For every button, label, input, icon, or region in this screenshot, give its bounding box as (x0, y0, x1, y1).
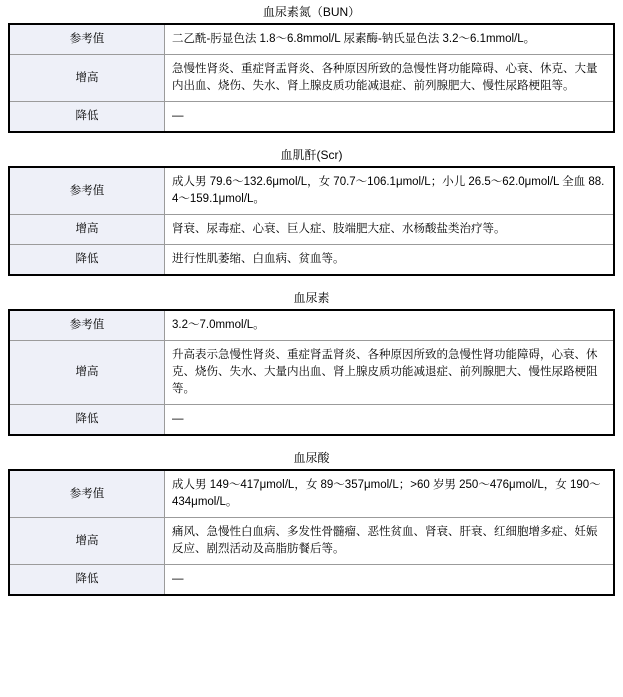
row-value: 急慢性肾炎、重症肾盂肾炎、各种原因所致的急慢性肾功能障碍、心衰、休克、大量内出血、烧伤、失水、肾上腺皮质功能减退症、前列腺肥大、慢性尿路梗阻等。 (165, 55, 615, 102)
table-row (9, 245, 614, 276)
table-row (9, 24, 614, 55)
row-value: — (165, 405, 615, 436)
row-label: 降低 (9, 565, 165, 596)
row-value: 进行性肌萎缩、白血病、贫血等。 (165, 245, 615, 276)
table-row (9, 470, 614, 518)
table-row (9, 310, 614, 341)
reference-table (8, 469, 615, 596)
row-label: 降低 (9, 102, 165, 133)
table-row (9, 102, 614, 133)
row-value: 3.2～7.0mmol/L。 (165, 310, 615, 341)
row-label: 降低 (9, 245, 165, 276)
reference-table (8, 166, 615, 276)
reference-table (8, 309, 615, 436)
row-label: 增高 (9, 518, 165, 565)
row-value: 肾衰、尿毒症、心衰、巨人症、肢端肥大症、水杨酸盐类治疗等。 (165, 215, 615, 245)
row-value: 痛风、急慢性白血病、多发性骨髓瘤、恶性贫血、肾衰、肝衰、红细胞增多症、妊娠反应、剧烈活动及高脂肪餐后等。 (165, 518, 615, 565)
section-title: 血尿素 (293, 291, 330, 305)
section-urea (8, 286, 615, 436)
row-label: 参考值 (9, 24, 165, 55)
table-row (9, 405, 614, 436)
section-uric-acid (8, 446, 615, 596)
table-row (9, 341, 614, 405)
table-row (9, 565, 614, 596)
section-title: 血肌酐(Scr) (280, 148, 343, 162)
row-label: 增高 (9, 341, 165, 405)
row-label: 降低 (9, 405, 165, 436)
row-value: — (165, 102, 615, 133)
row-value: — (165, 565, 615, 596)
section-bun (8, 0, 615, 133)
table-row (9, 215, 614, 245)
row-label: 增高 (9, 215, 165, 245)
row-label: 增高 (9, 55, 165, 102)
table-row (9, 518, 614, 565)
table-row (9, 167, 614, 215)
row-label: 参考值 (9, 470, 165, 518)
row-value: 成人男 149～417μmol/L，女 89～357μmol/L；>60 岁男 250～476μmol/L，女 190～434μmol/L。 (165, 470, 615, 518)
row-value: 二乙酰-肟显色法 1.8～6.8mmol/L 尿素酶-钠氏显色法 3.2～6.1mmol/L。 (165, 24, 615, 55)
row-value: 升高表示急慢性肾炎、重症肾盂肾炎、各种原因所致的急慢性肾功能障碍，心衰、休克、烧伤、失水、大量内出血、肾上腺皮质功能减退症、前列腺肥大、慢性尿路梗阻等。 (165, 341, 615, 405)
table-row (9, 55, 614, 102)
section-title: 血尿酸 (293, 451, 330, 465)
section-title: 血尿素氮（BUN） (262, 5, 361, 19)
row-value: 成人男 79.6～132.6μmol/L，女 70.7～106.1μmol/L；小儿 26.5～62.0μmol/L 全血 88.4～159.1μmol/L。 (165, 167, 615, 215)
row-label: 参考值 (9, 167, 165, 215)
reference-table (8, 23, 615, 133)
row-label: 参考值 (9, 310, 165, 341)
section-scr (8, 143, 615, 276)
